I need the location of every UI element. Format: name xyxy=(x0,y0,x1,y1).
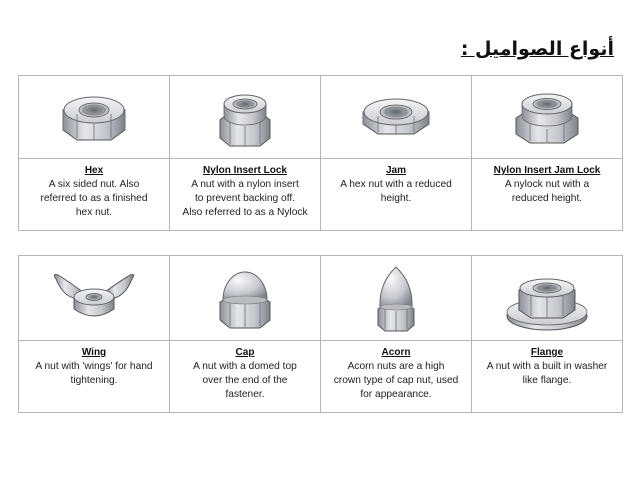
nut-description-line: A nut with 'wings' for hand xyxy=(35,361,153,372)
nut-description-line: A nut with a nylon insert xyxy=(191,179,299,190)
nut-info-cell xyxy=(321,341,472,413)
nut-description-line: reduced height. xyxy=(511,193,583,204)
nut-description-line: like flange. xyxy=(522,375,572,386)
cap-nut-icon xyxy=(200,262,290,334)
nut-description-line: crown type of cap nut, used xyxy=(333,375,459,386)
nut-image-cell xyxy=(170,76,321,159)
nut-info-cell xyxy=(19,159,170,231)
nut-description-line: referred to as a finished xyxy=(40,193,148,204)
nut-image-cell xyxy=(472,76,623,159)
nut-image-cell xyxy=(472,256,623,341)
nut-image-cell xyxy=(19,76,170,159)
nut-name: Cap xyxy=(235,347,255,358)
nut-description-line: fastener. xyxy=(225,389,265,400)
nut-description-line: Acorn nuts are a high xyxy=(347,361,445,372)
nut-description-line: height. xyxy=(380,193,412,204)
hex-nut-icon xyxy=(49,82,139,152)
nut-name: Wing xyxy=(81,347,107,358)
nut-info-cell xyxy=(472,341,623,413)
page-title: أنواع الصواميل : xyxy=(460,38,614,60)
nut-info-cell xyxy=(472,159,623,231)
nut-name: Flange xyxy=(530,347,564,358)
flange-nut-icon xyxy=(497,262,597,334)
nut-info-cell xyxy=(321,159,472,231)
jam-nut-icon xyxy=(351,82,441,152)
nut-description-line: to prevent backing off. xyxy=(194,193,296,204)
nut-description-line: for appearance. xyxy=(360,389,432,400)
nut-name: Nylon Insert Lock xyxy=(203,165,287,176)
nut-image-cell xyxy=(170,256,321,341)
nylon-insert-jam-lock-nut-icon xyxy=(502,82,592,152)
nut-info-cell xyxy=(170,159,321,231)
nut-image-cell xyxy=(321,76,472,159)
nut-name: Acorn xyxy=(381,347,411,358)
nut-description-line: tightening. xyxy=(70,375,118,386)
nut-name: Nylon Insert Jam Lock xyxy=(493,165,601,176)
nut-description-line: hex nut. xyxy=(75,207,113,218)
nut-image-cell xyxy=(19,256,170,341)
nut-table-bottom xyxy=(18,255,623,413)
nut-description-line: Also referred to as a Nylock xyxy=(182,207,308,218)
nut-name: Jam xyxy=(385,165,406,176)
nut-description-line: over the end of the xyxy=(202,375,288,386)
nut-name: Hex xyxy=(84,165,104,176)
nut-description-line: A nylock nut with a xyxy=(504,179,590,190)
nut-description-line: A nut with a domed top xyxy=(193,361,297,372)
nut-description-line: A nut with a built in washer xyxy=(486,361,608,372)
wing-nut-icon xyxy=(44,263,144,333)
nylon-insert-lock-nut-icon xyxy=(200,82,290,152)
nut-image-cell xyxy=(321,256,472,341)
nut-table-top xyxy=(18,75,623,231)
acorn-nut-icon xyxy=(351,261,441,335)
nut-description-line: A hex nut with a reduced xyxy=(340,179,452,190)
nut-info-cell xyxy=(170,341,321,413)
nut-description-line: A six sided nut. Also xyxy=(48,179,140,190)
nut-info-cell xyxy=(19,341,170,413)
